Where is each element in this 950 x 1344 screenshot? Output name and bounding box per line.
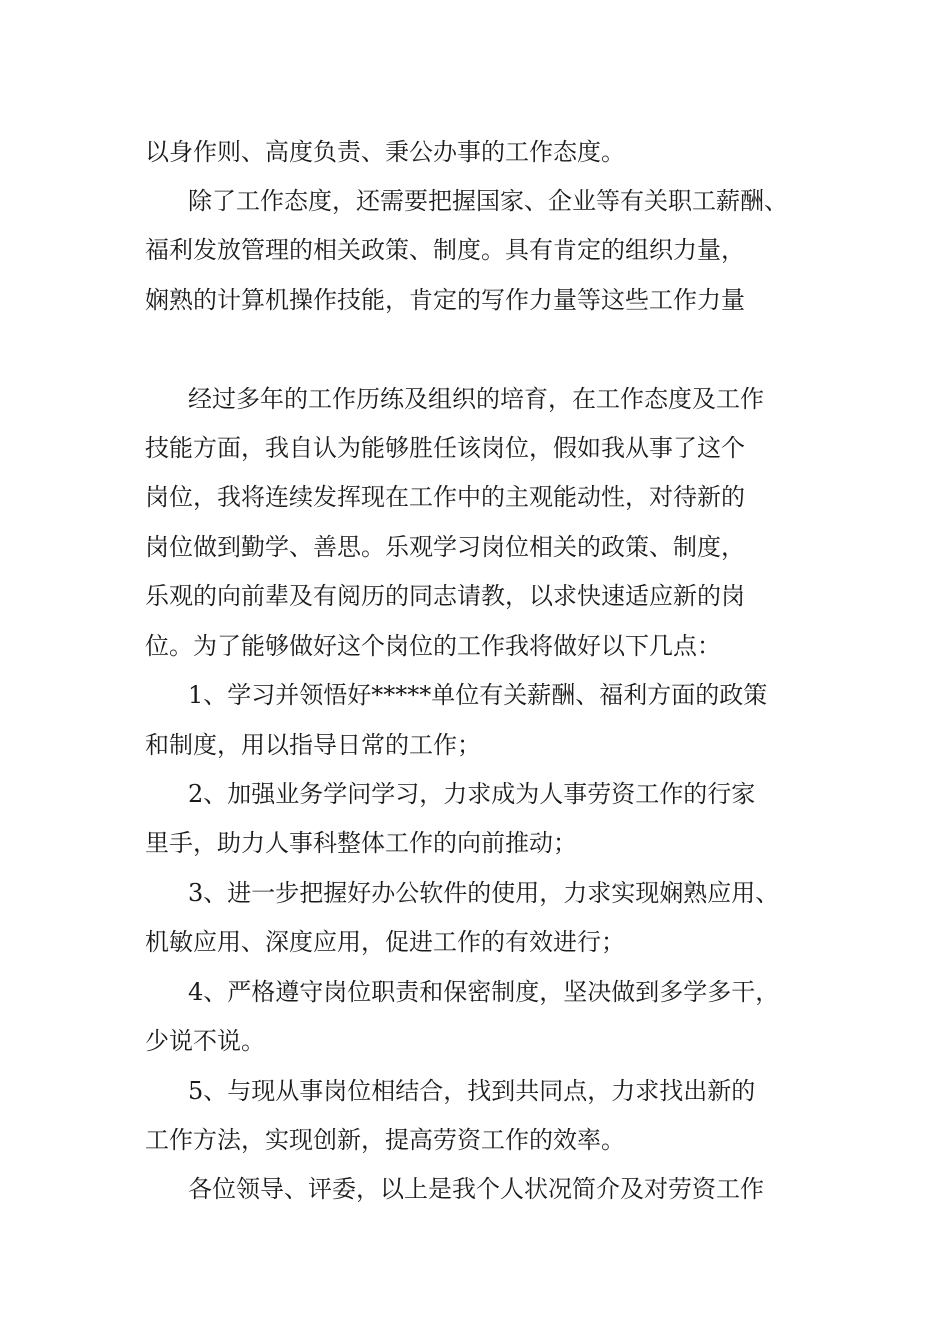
text-line: 除了工作态度，还需要把握国家、企业等有关职工薪酬、 <box>188 187 788 215</box>
text-line: 经过多年的工作历练及组织的培育，在工作态度及工作 <box>188 385 764 413</box>
text-line: 5、与现从事岗位相结合，找到共同点，力求找出新的 <box>188 1077 756 1105</box>
text-line: 3、进一步把握好办公软件的使用，力求实现娴熟应用、 <box>188 879 780 907</box>
text-line: 少说不说。 <box>145 1027 265 1055</box>
text-line: 和制度，用以指导日常的工作； <box>145 731 481 759</box>
text-line: 里手，助力人事科整体工作的向前推动； <box>145 829 577 857</box>
text-line: 以身作则、高度负责、秉公办事的工作态度。 <box>145 138 625 166</box>
text-line: 位。为了能够做好这个岗位的工作我将做好以下几点： <box>145 632 721 660</box>
text-line: 娴熟的计算机操作技能，肯定的写作力量等这些工作力量 <box>145 286 745 314</box>
text-line: 1、学习并领悟好*****单位有关薪酬、福利方面的政策 <box>188 681 768 709</box>
text-line: 岗位，我将连续发挥现在工作中的主观能动性，对待新的 <box>145 483 745 511</box>
text-line: 技能方面，我自认为能够胜任该岗位，假如我从事了这个 <box>145 434 745 462</box>
text-line: 乐观的向前辈及有阅历的同志请教，以求快速适应新的岗 <box>145 582 745 610</box>
text-line: 工作方法，实现创新，提高劳资工作的效率。 <box>145 1126 625 1154</box>
text-line: 各位领导、评委，以上是我个人状况简介及对劳资工作 <box>188 1175 764 1203</box>
text-line: 岗位做到勤学、善思。乐观学习岗位相关的政策、制度， <box>145 533 745 561</box>
text-line: 4、严格遵守岗位职责和保密制度，坚决做到多学多干， <box>188 978 780 1006</box>
text-line: 2、加强业务学问学习，力求成为人事劳资工作的行家 <box>188 780 756 808</box>
text-line: 福利发放管理的相关政策、制度。具有肯定的组织力量， <box>145 236 745 264</box>
text-line: 机敏应用、深度应用，促进工作的有效进行； <box>145 928 625 956</box>
